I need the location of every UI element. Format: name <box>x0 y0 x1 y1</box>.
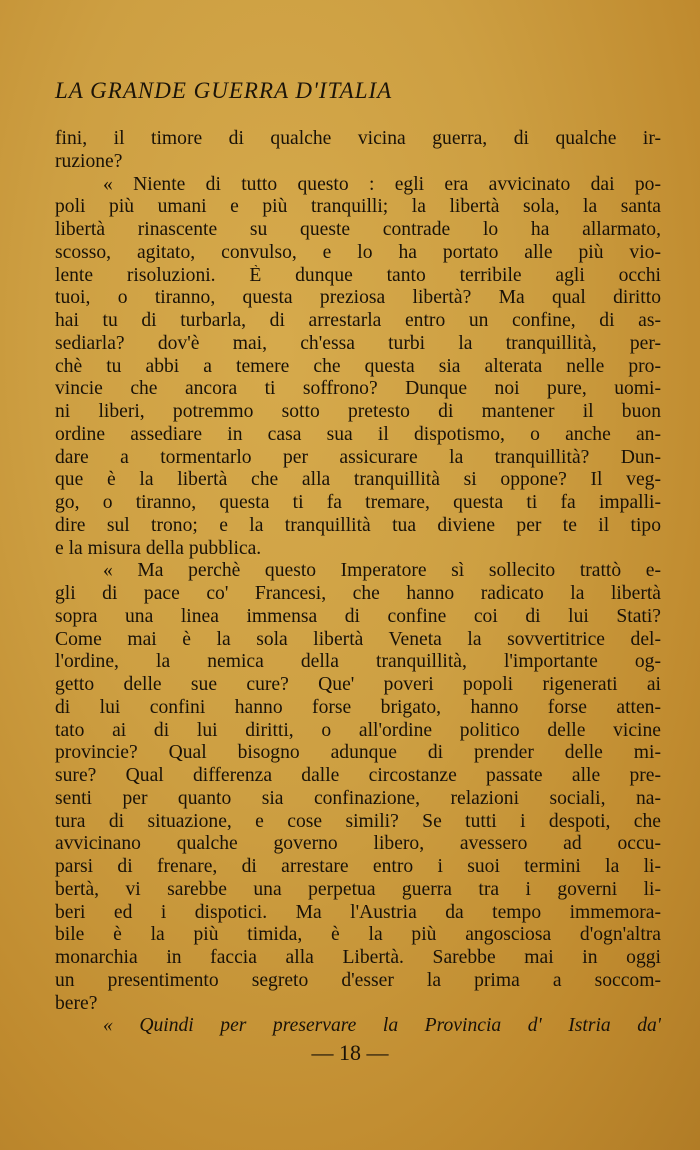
text-line: gli di pace co' Francesi, che hanno radicato la libertà <box>55 583 661 604</box>
text-line: « Niente di tutto questo : egli era avvicinato dai po- <box>103 173 661 195</box>
text-line: fini, il timore di qualche vicina guerra, di qualche ir- <box>55 128 661 149</box>
text-line: l'ordine, la nemica della tranquillità, l'importante og- <box>55 651 661 673</box>
page-number: — 18 — <box>311 1040 389 1065</box>
text-line: parsi di frenare, di arrestare entro i suoi termini la li- <box>55 856 661 877</box>
text-line: sure? Qual differenza dalle circostanze passate alle pre- <box>55 765 661 786</box>
text-line: bertà, vi sarebbe una perpetua guerra tra i governi li- <box>55 878 661 900</box>
text-line: hai tu di turbarla, di arrestarla entro un confine, di as- <box>55 310 661 331</box>
text-line: ordine assediare in casa sua il dispotismo, o anche an- <box>55 423 661 445</box>
text-line: sopra una linea immensa di confine coi di lui Stati? <box>55 605 661 627</box>
text-line: « Ma perchè questo Imperatore sì sollecito trattò e- <box>103 560 661 582</box>
text-line: dire sul trono; e la tranquillità tua diviene per te il tipo <box>55 514 661 536</box>
text-line: un presentimento segreto d'esser la prima a soccom- <box>55 969 661 991</box>
text-line: tato ai di lui diritti, o all'ordine politico delle vicine <box>55 719 661 741</box>
text-line: ni liberi, potremmo sotto pretesto di mantener il buon <box>55 401 661 422</box>
text-line: beri ed i dispotici. Ma l'Austria da tempo immemora- <box>55 901 661 923</box>
text-line: scosso, agitato, convulso, e lo ha portato alle più vio- <box>55 241 661 263</box>
text-line: senti per quanto sia confinazione, relazioni sociali, na- <box>55 787 661 809</box>
text-line: libertà rinascente su queste contrade lo ha allarmato, <box>55 219 661 240</box>
text-line: getto delle sue cure? Que' poveri popoli rigenerati ai <box>55 674 661 695</box>
text-line: ruzione? <box>55 150 123 172</box>
running-title: LA GRANDE GUERRA D'ITALIA <box>55 78 393 103</box>
text-line: dare a tormentarlo per assicurare la tranquillità? Dun- <box>55 446 661 468</box>
text-line: monarchia in faccia alla Libertà. Sarebbe mai in oggi <box>55 947 661 968</box>
body-text <box>55 128 661 1038</box>
text-line: vincie che ancora ti soffrono? Dunque noi pure, uomi- <box>55 378 661 400</box>
text-line: e la misura della pubblica. <box>55 537 262 559</box>
text-line: poli più umani e più tranquilli; la libertà sola, la santa <box>55 196 661 218</box>
text-line: sediarla? dov'è mai, ch'essa turbi la tranquillità, per- <box>55 332 661 354</box>
text-line: Come mai è la sola libertà Veneta la sovvertitrice del- <box>55 628 661 650</box>
text-line: « Quindi per preservare la Provincia d' Istria da' <box>103 1015 661 1037</box>
text-line: tuoi, o tiranno, questa preziosa libertà? Ma qual diritto <box>55 287 661 309</box>
text-line: bere? <box>55 992 98 1014</box>
text-line: go, o tiranno, questa ti fa tremare, questa ti fa impalli- <box>55 492 661 513</box>
text-line: lente risoluzioni. È dunque tanto terribile agli occhi <box>55 264 661 286</box>
text-line: avvicinano qualche governo libero, avessero ad occu- <box>55 833 661 855</box>
text-line: di lui confini hanno forse brigato, hanno forse atten- <box>55 696 661 718</box>
text-line: chè tu abbi a temere che questa sia alterata nelle pro- <box>55 355 661 377</box>
text-line: tura di situazione, e cose simili? Se tutti i despoti, che <box>55 810 661 832</box>
text-line: que è la libertà che alla tranquillità si oppone? Il veg- <box>55 469 661 491</box>
text-line: bile è la più timida, è la più angosciosa d'ogn'altra <box>55 924 661 946</box>
text-line: provincie? Qual bisogno adunque di prender delle mi- <box>55 742 661 764</box>
